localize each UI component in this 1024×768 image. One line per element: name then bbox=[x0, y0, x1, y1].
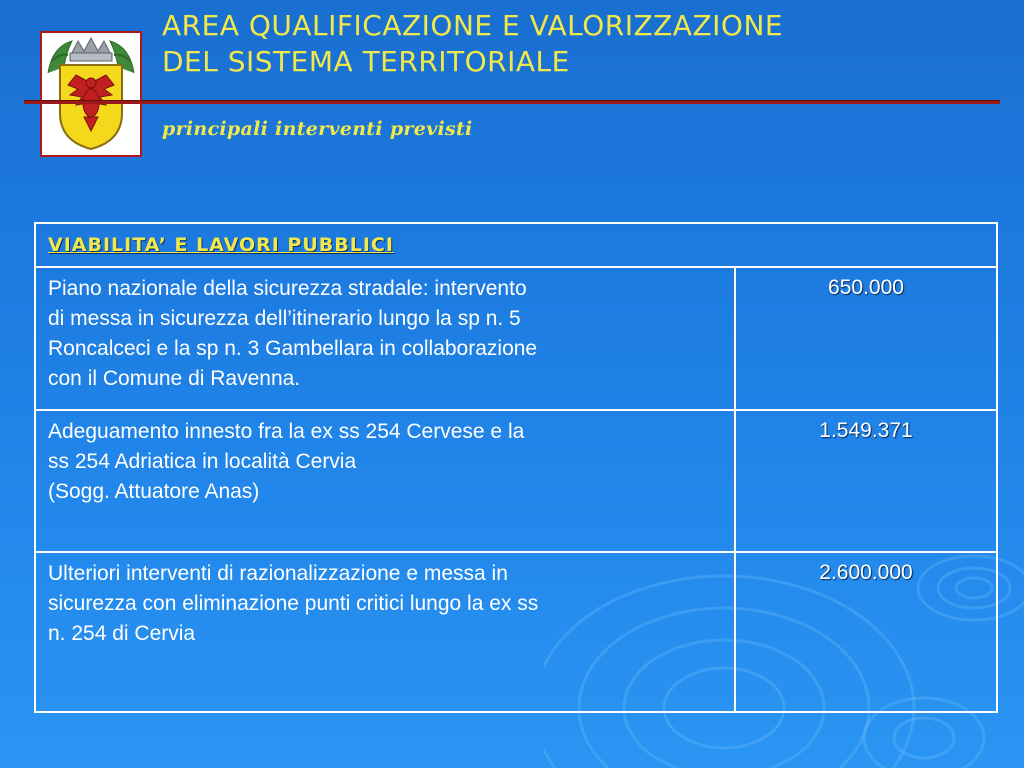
coat-of-arms-icon bbox=[42, 33, 140, 155]
row-amount: 650.000 bbox=[735, 267, 997, 410]
province-logo bbox=[40, 31, 142, 157]
header-divider bbox=[24, 100, 1000, 104]
description-line: Piano nazionale della sicurezza stradale: intervento bbox=[48, 277, 527, 300]
interventions-table bbox=[34, 222, 998, 713]
description-line: (Sogg. Attuatore Anas) bbox=[48, 480, 260, 503]
page-subtitle: principali interventi previsti bbox=[162, 118, 473, 140]
description-line: ss 254 Adriatica in località Cervia bbox=[48, 450, 357, 473]
section-title: VIABILITA’ E LAVORI PUBBLICI bbox=[35, 223, 997, 267]
description-line: Roncalceci e la sp n. 3 Gambellara in collaborazione bbox=[48, 337, 538, 360]
row-description bbox=[35, 410, 735, 552]
row-amount: 1.549.371 bbox=[735, 410, 997, 552]
description-line: con il Comune di Ravenna. bbox=[48, 367, 301, 390]
row-description bbox=[35, 267, 735, 410]
page-title bbox=[162, 8, 783, 80]
title-line-1: AREA QUALIFICAZIONE E VALORIZZAZIONE bbox=[162, 9, 784, 42]
table-row bbox=[35, 267, 997, 410]
description-line: Adeguamento innesto fra la ex ss 254 Cervese e la bbox=[48, 420, 525, 443]
table-header-row bbox=[35, 223, 997, 267]
row-amount: 2.600.000 bbox=[735, 552, 997, 712]
row-description bbox=[35, 552, 735, 712]
description-line: sicurezza con eliminazione punti critici lungo la ex ss bbox=[48, 592, 539, 615]
title-line-2: DEL SISTEMA TERRITORIALE bbox=[162, 45, 570, 78]
table-row bbox=[35, 410, 997, 552]
table-row bbox=[35, 552, 997, 712]
description-line: n. 254 di Cervia bbox=[48, 622, 196, 645]
description-line: di messa in sicurezza dell’itinerario lungo la sp n. 5 bbox=[48, 307, 521, 330]
description-line: Ulteriori interventi di razionalizzazione e messa in bbox=[48, 562, 508, 585]
